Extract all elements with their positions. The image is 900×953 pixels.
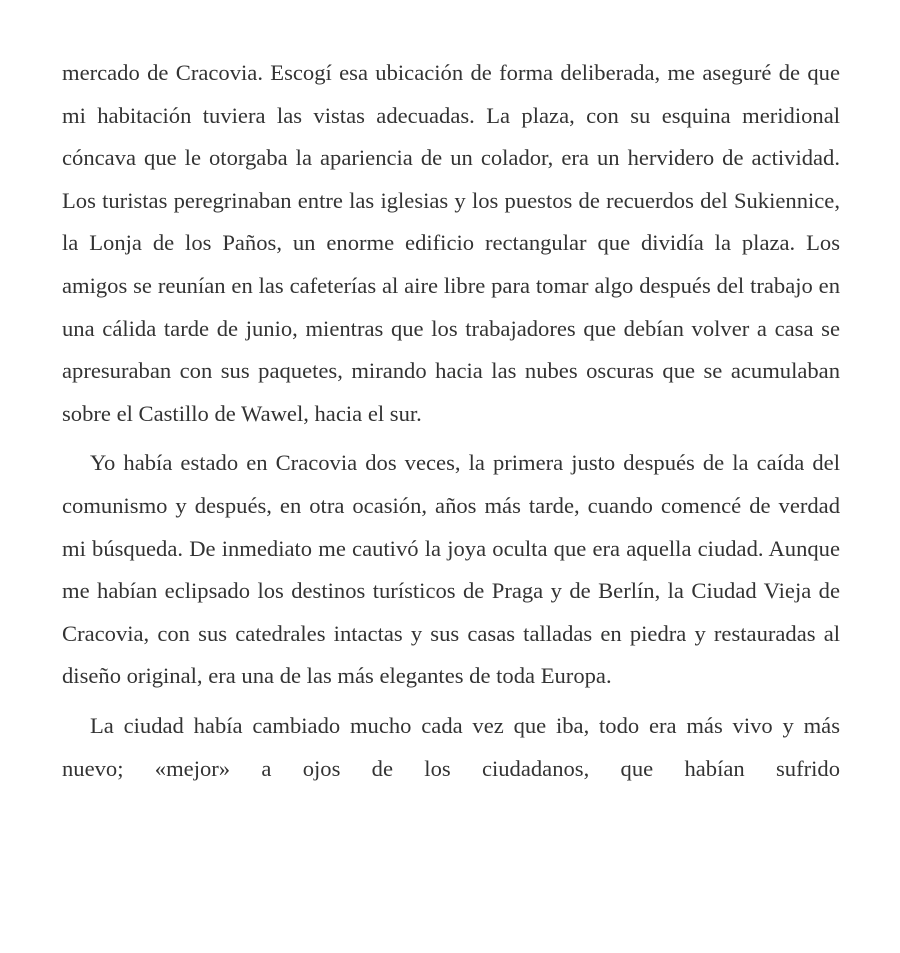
paragraph-1: mercado de Cracovia. Escogí esa ubicación de forma deliberada, me aseguré de que mi habitación tuviera las vistas adecuadas. La plaza, con su esquina meridional cóncava que le otorgaba la apariencia de un colador, era un hervidero de actividad. Los turistas peregrinaban entre las iglesias y los puestos de recuerdos del Sukiennice, la Lonja de los Paños, un enorme edificio rectangular que dividía la plaza. Los amigos se reunían en las cafeterías al aire libre para tomar algo después del trabajo en una cálida tarde de junio, mientras que los trabajadores que debían volver a casa se apresuraban con sus paquetes, mirando hacia las nubes oscuras que se acumulaban sobre el Castillo de Wawel, hacia el sur. (62, 60, 840, 426)
document-page (62, 52, 840, 790)
paragraph-3: La ciudad había cambiado mucho cada vez que iba, todo era más vivo y más nuevo; «mejor» a ojos de los ciudadanos, que habían sufrido (62, 712, 840, 781)
paragraph-2: Yo había estado en Cracovia dos veces, la primera justo después de la caída del comunismo y después, en otra ocasión, años más tarde, cuando comencé de verdad mi búsqueda. De inmediato me cautivó la joya oculta que era aquella ciudad. Aunque me habían eclipsado los destinos turísticos de Praga y de Berlín, la Ciudad Vieja de Cracovia, con sus catedrales intactas y sus casas talladas en piedra y restauradas al diseño original, era una de las más elegantes de toda Europa. (62, 450, 840, 689)
